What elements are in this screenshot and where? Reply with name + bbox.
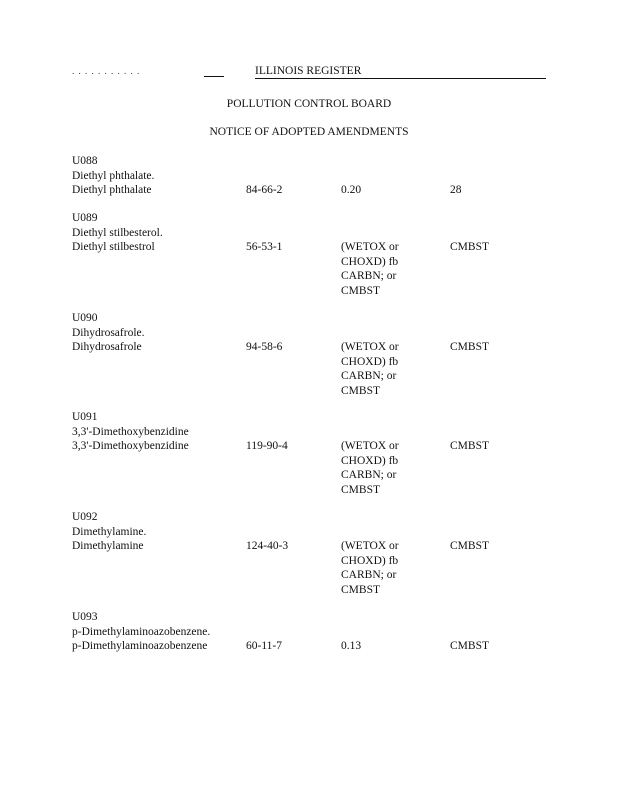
wastewater-standard-line: CHOXD) fb [341,454,399,467]
header-short-rule [204,76,224,77]
waste-common-name: Dimethylamine. [72,525,147,538]
wastewater-standard-line: CARBN; or [341,270,397,283]
cas-number: 119-90-4 [246,440,288,453]
wastewater-standard-line: CARBN; or [341,569,397,582]
constituent-name: Dimethylamine [72,540,144,553]
standard-continuation-row [72,554,552,569]
header-marks-text: . . . . . . . . . . . [72,66,141,76]
nonwastewater-standard: 28 [450,184,462,197]
waste-code: U092 [72,511,98,523]
wastewater-standard-line: CARBN; or [341,370,397,383]
standard-continuation-row [72,568,552,583]
waste-common-name: 3,3'-Dimethoxybenzidine [72,425,189,438]
constituent-name: Diethyl phthalate [72,184,152,197]
waste-entry [72,610,552,654]
constituent-name: p-Dimethylaminoazobenzene [72,640,208,653]
wastewater-standard-line: CMBST [341,583,380,596]
wastewater-standard-line: CMBST [341,483,380,496]
cas-number: 94-58-6 [246,341,283,354]
wastewater-standard-line: CHOXD) fb [341,255,399,268]
standard-continuation-row [72,454,552,469]
wastewater-standard: 0.13 [341,640,362,653]
standard-continuation-row [72,369,552,384]
wastewater-standard-line: CHOXD) fb [341,554,399,567]
waste-common-name: Diethyl stilbesterol. [72,226,163,239]
constituent-name: Diethyl stilbestrol [72,241,155,254]
board-title: POLLUTION CONTROL BOARD [226,98,392,110]
nonwastewater-standard: CMBST [450,540,489,553]
wastewater-standard: (WETOX or [341,540,399,553]
constituent-name: Dihydrosafrole [72,341,142,354]
wastewater-standard-line: CARBN; or [341,469,397,482]
waste-code: U091 [72,411,98,423]
standard-continuation-row [72,269,552,284]
waste-common-name: Dihydrosafrole. [72,326,145,339]
waste-code: U089 [72,212,98,224]
standard-continuation-row [72,384,552,399]
constituent-row [72,240,552,255]
nonwastewater-standard: CMBST [450,241,489,254]
wastewater-standard: (WETOX or [341,440,399,453]
cas-number: 56-53-1 [246,241,283,254]
waste-code: U090 [72,312,98,324]
waste-entry [72,510,552,598]
cas-number: 124-40-3 [246,540,289,553]
standard-continuation-row [72,284,552,299]
constituent-row [72,639,552,654]
waste-entry [72,410,552,498]
constituent-row [72,183,552,198]
nonwastewater-standard: CMBST [450,640,489,653]
register-title: ILLINOIS REGISTER [255,64,546,79]
constituent-name: 3,3'-Dimethoxybenzidine [72,440,189,453]
cas-number: 84-66-2 [246,184,283,197]
waste-code: U088 [72,155,98,167]
constituent-row [72,439,552,454]
wastewater-standard-line: CHOXD) fb [341,355,399,368]
nonwastewater-standard: CMBST [450,440,489,453]
notice-title: NOTICE OF ADOPTED AMENDMENTS [209,126,409,138]
constituent-row [72,539,552,554]
waste-entry [72,154,552,198]
standard-continuation-row [72,355,552,370]
standard-continuation-row [72,255,552,270]
wastewater-standard: (WETOX or [341,341,399,354]
waste-code: U093 [72,611,98,623]
waste-common-name: p-Dimethylaminoazobenzene. [72,625,211,638]
waste-entry [72,311,552,399]
wastewater-standard: (WETOX or [341,241,399,254]
nonwastewater-standard: CMBST [450,341,489,354]
header-left-marks [72,64,222,80]
standard-continuation-row [72,468,552,483]
waste-common-name: Diethyl phthalate. [72,169,155,182]
register-header [72,64,546,80]
standard-continuation-row [72,483,552,498]
standard-continuation-row [72,583,552,598]
wastewater-standard-line: CMBST [341,384,380,397]
waste-entry [72,211,552,299]
wastewater-standard-line: CMBST [341,284,380,297]
wastewater-standard: 0.20 [341,184,362,197]
cas-number: 60-11-7 [246,640,282,653]
constituent-row [72,340,552,355]
